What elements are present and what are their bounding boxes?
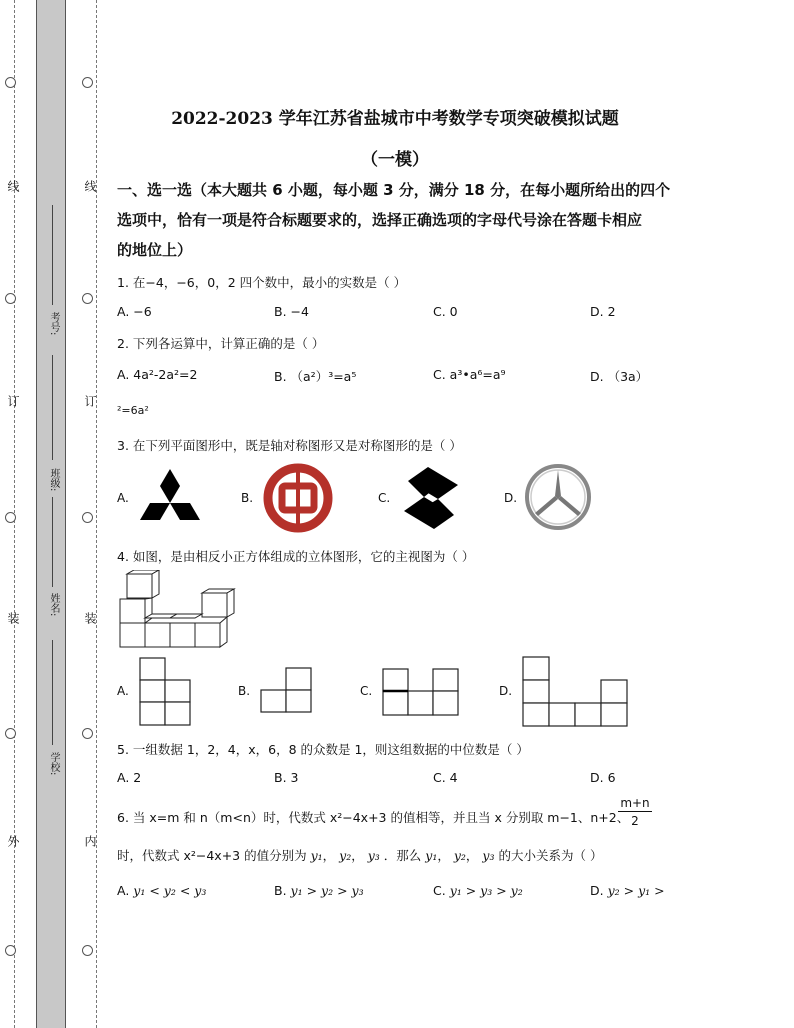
margin-label-inner: 订 <box>83 395 97 409</box>
q6-y2: y₂ <box>453 848 466 863</box>
q6-option-c-expr: y₁ > y₃ > y₂ <box>449 883 523 898</box>
margin-label-outer: 线 <box>6 180 20 194</box>
mitsubishi-logo-icon[interactable] <box>138 467 202 527</box>
q1-option-b[interactable]: B. −4 <box>274 304 309 319</box>
binding-hole <box>82 77 93 88</box>
q3-label-a[interactable]: A. <box>117 491 129 505</box>
q4-label-a[interactable]: A. <box>117 684 129 698</box>
binding-hole <box>5 77 16 88</box>
q5-option-a[interactable]: A. 2 <box>117 770 142 785</box>
question-1-stem: 1. 在−4，−6，0，2 四个数中，最小的实数是（ ） <box>117 275 407 290</box>
name-field-label: 姓名: <box>48 593 59 617</box>
name-field-line[interactable] <box>52 497 53 587</box>
q6-fraction <box>618 796 652 828</box>
q4-option-b-figure[interactable] <box>260 667 314 715</box>
exam-number-field-line[interactable] <box>52 205 53 305</box>
margin-label-outer: 外 <box>6 835 20 849</box>
binding-hole <box>5 293 16 304</box>
binding-hole <box>5 512 16 523</box>
binding-hole <box>82 512 93 523</box>
question-4-stem: 4. 如图，是由相反小正方体组成的立体图形，它的主视图为（ ） <box>117 549 475 564</box>
inner-dashed-line <box>96 0 97 1028</box>
question-2-stem: 2. 下列各运算中，计算正确的是（ ） <box>117 336 325 351</box>
section-heading-line: 的地位上） <box>117 241 193 259</box>
section-heading-line: 选项中，恰有一项是符合标题要求的，选择正确选项的字母代号涂在答题卡相应 <box>117 211 643 229</box>
q6-fraction-numerator: m+n <box>618 796 652 812</box>
margin-label-inner: 内 <box>83 835 97 849</box>
q1-option-d[interactable]: D. 2 <box>590 304 616 319</box>
margin-label-outer: 订 <box>6 395 20 409</box>
q6-option-a[interactable] <box>117 883 206 898</box>
school-field-line[interactable] <box>52 640 53 745</box>
q6-fraction-denominator: 2 <box>631 814 639 828</box>
binding-hole <box>82 945 93 956</box>
q6-option-d[interactable] <box>590 883 665 898</box>
question-6-stem-line1: 6. 当 x=m 和 n（m<n）时，代数式 x²−4x+3 的值相等，并且当 x 分别取 m−1、n+2、 <box>117 810 630 825</box>
q6-y3: y₃ <box>482 848 495 863</box>
q2-option-b[interactable]: B. （a²）³=a⁵ <box>274 369 357 384</box>
q1-option-c[interactable]: C. 0 <box>433 304 458 319</box>
q4-label-d[interactable]: D. <box>499 684 513 698</box>
margin-label-inner: 装 <box>83 612 97 626</box>
section-heading-line: 一、选一选（本大题共 6 小题，每小题 3 分，满分 18 分，在每小题所给出的四个 <box>117 181 671 199</box>
q3-label-c[interactable]: C. <box>378 491 391 505</box>
q4-label-c[interactable]: C. <box>360 684 373 698</box>
cube-stack-3d-figure <box>117 570 243 650</box>
binding-hole <box>82 728 93 739</box>
q6-option-c-label: C. <box>433 883 446 898</box>
class-field-line[interactable] <box>52 355 53 460</box>
q2-option-a[interactable]: A. 4a²-2a²=2 <box>117 367 198 382</box>
q2-option-c[interactable]: C. a³•a⁶=a⁹ <box>433 367 506 382</box>
q4-label-b[interactable]: B. <box>238 684 251 698</box>
mercedes-logo-icon[interactable] <box>524 463 592 531</box>
q2-option-d-continuation: ²=6a² <box>117 404 149 417</box>
q6-y1: y₁ <box>310 848 323 863</box>
q6-option-a-expr: y₁ < y₂ < y₃ <box>133 883 207 898</box>
page-title: 2022-2023 学年江苏省盐城市中考数学专项突破模拟试题 <box>171 109 619 129</box>
q3-label-b[interactable]: B. <box>241 491 254 505</box>
q5-option-d[interactable]: D. 6 <box>590 770 616 785</box>
q3-label-d[interactable]: D. <box>504 491 518 505</box>
q2-option-d[interactable]: D. （3a） <box>590 369 649 384</box>
binding-strip <box>36 0 66 1028</box>
q5-option-b[interactable]: B. 3 <box>274 770 299 785</box>
q6-option-a-label: A. <box>117 883 130 898</box>
q5-option-c[interactable]: C. 4 <box>433 770 458 785</box>
margin-label-outer: 装 <box>6 612 20 626</box>
q6-option-d-expr: y₂ > y₁ > <box>607 883 665 898</box>
page-subtitle: （一模） <box>361 150 429 170</box>
exam-number-field-label: 考号: <box>48 312 59 336</box>
suzuki-logo-icon[interactable] <box>398 465 464 531</box>
q4-option-c-figure[interactable] <box>382 668 462 718</box>
q6-option-b-label: B. <box>274 883 287 898</box>
question-6-stem-line2: 时，代数式 x²−4x+3 的值分别为 y₁， y₂， y₃ ．那么 y₁， y₂， y₃ 的大小关系为（ ） <box>117 848 603 863</box>
q6-option-d-label: D. <box>590 883 604 898</box>
q6-option-c[interactable] <box>433 883 523 898</box>
q6-option-b[interactable] <box>274 883 364 898</box>
q6-text: ．那么 <box>383 848 422 863</box>
q6-y3: y₃ <box>367 848 380 863</box>
class-field-label: 班级: <box>48 468 59 492</box>
binding-hole <box>5 728 16 739</box>
binding-hole <box>5 945 16 956</box>
bank-of-china-logo-icon[interactable] <box>262 462 334 534</box>
question-5-stem: 5. 一组数据 1，2，4，x，6，8 的众数是 1，则这组数据的中位数是（ ） <box>117 742 529 757</box>
school-field-label: 学校: <box>48 752 59 776</box>
q6-y2: y₂ <box>339 848 352 863</box>
q4-option-a-figure[interactable] <box>139 657 193 727</box>
q6-y1: y₁ <box>425 848 438 863</box>
binding-hole <box>82 293 93 304</box>
q6-text: 的大小关系为（ ） <box>498 848 603 863</box>
q4-option-d-figure[interactable] <box>522 656 632 728</box>
margin-label-inner: 线 <box>83 180 97 194</box>
q6-text: 时，代数式 x²−4x+3 的值分别为 <box>117 848 307 863</box>
question-3-stem: 3. 在下列平面图形中，既是轴对称图形又是对称图形的是（ ） <box>117 438 462 453</box>
q1-option-a[interactable]: A. −6 <box>117 304 152 319</box>
q6-option-b-expr: y₁ > y₂ > y₃ <box>290 883 364 898</box>
